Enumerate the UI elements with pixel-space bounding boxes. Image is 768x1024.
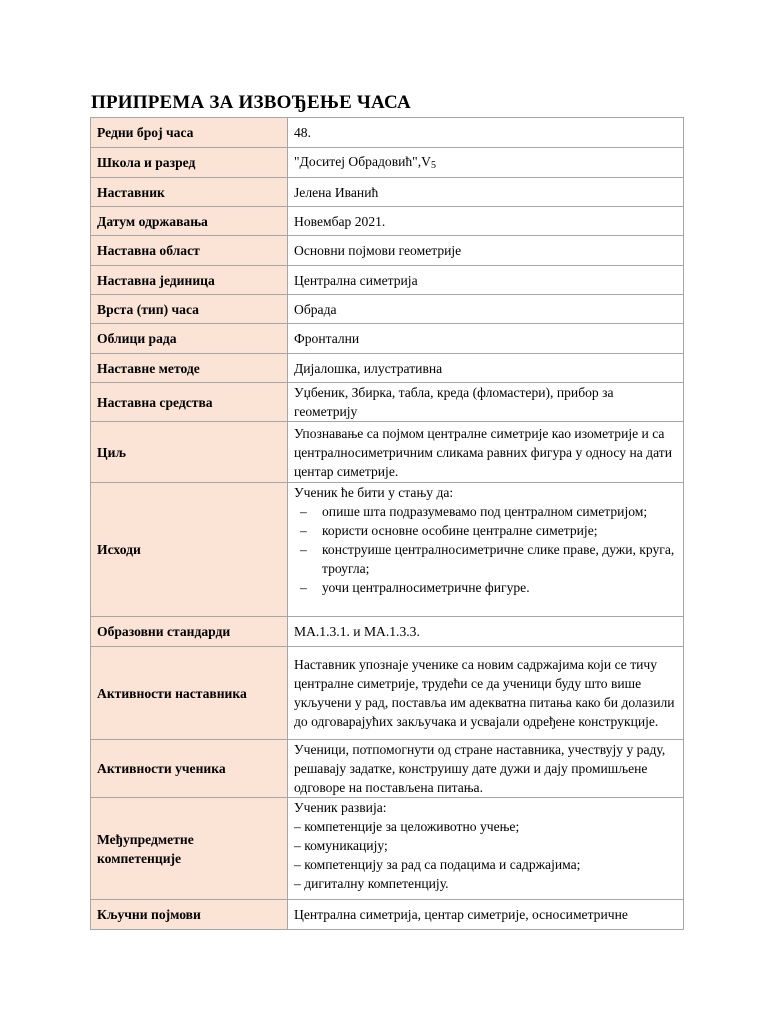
row-value: Уџбеник, Збирка, табла, креда (фломастери), прибор за геометрију (288, 383, 684, 422)
lesson-plan-table (90, 117, 684, 930)
row-value: Наставник упознаје ученике са новим садржајима који се тичу централне симетрије, трудећи се да ученици буду што више укључени у рад, поставља им адекватна питања како би долазили до одговарајућих закључака и усвајали одређене конструкције. (288, 647, 684, 740)
row-label: Врста (тип) часа (91, 295, 288, 324)
row-value: Дијалошка, илустративна (288, 354, 684, 383)
table-row (91, 178, 684, 207)
school-name: "Доситеј Обрадовић",V (294, 154, 431, 169)
row-value: МА.1.3.1. и МА.1.3.3. (288, 617, 684, 647)
row-value: Јелена Иванић (288, 178, 684, 207)
table-row (91, 798, 684, 900)
row-label (91, 798, 288, 900)
table-row (91, 324, 684, 354)
outcomes-list (294, 502, 677, 597)
row-value: 48. (288, 118, 684, 148)
row-label: Редни број часа (91, 118, 288, 148)
row-label: Наставна средства (91, 383, 288, 422)
table-row (91, 900, 684, 930)
table-row (91, 148, 684, 178)
row-label: Циљ (91, 422, 288, 483)
row-value (288, 798, 684, 900)
list-item: – дигиталну компетенцију. (294, 876, 449, 891)
row-label: Кључни појмови (91, 900, 288, 930)
row-value: Ученици, потпомогнути од стране наставника, учествују у раду, решавају задатке, конструишу дате дужи и дају промишљене одговоре на постављена питања. (288, 740, 684, 798)
table-row (91, 647, 684, 740)
list-item: – конструише централносиметричне слике праве, дужи, круга, троугла; (294, 540, 677, 578)
row-value: Новембар 2021. (288, 207, 684, 236)
row-value: Централна симетрија, центар симетрије, осносиметричне (288, 900, 684, 930)
row-label: Исходи (91, 483, 288, 617)
row-label: Активности ученика (91, 740, 288, 798)
grade-subscript: 5 (430, 160, 436, 171)
list-item: – опише шта подразумевамо под централном симетријом; (294, 502, 677, 521)
row-label: Активности наставника (91, 647, 288, 740)
table-row (91, 422, 684, 483)
row-label: Наставне методе (91, 354, 288, 383)
page-title: ПРИПРЕМА ЗА ИЗВОЂЕЊЕ ЧАСА (91, 92, 411, 113)
row-label: Датум одржавања (91, 207, 288, 236)
competences-intro: Ученик развија: (294, 800, 387, 815)
row-label: Образовни стандарди (91, 617, 288, 647)
row-value: Централна симетрија (288, 266, 684, 295)
table-row (91, 266, 684, 295)
row-value (288, 148, 684, 178)
table-row (91, 383, 684, 422)
table-row (91, 207, 684, 236)
row-value: Фронтални (288, 324, 684, 354)
row-value: Обрада (288, 295, 684, 324)
list-item: – компетенцију за рад са подацима и садржајима; (294, 857, 581, 872)
list-item: – компетенције за целоживотно учење; (294, 819, 520, 834)
competences-label-line1: Међупредметне (97, 831, 194, 847)
table-row (91, 354, 684, 383)
row-label: Наставник (91, 178, 288, 207)
table-row (91, 295, 684, 324)
competences-label-line2: компетенције (97, 850, 182, 866)
list-item: – уочи централносиметричне фигуре. (294, 578, 677, 597)
list-item: – користи основне особине централне симетрије; (294, 521, 677, 540)
list-item: – комуникацију; (294, 838, 388, 853)
table-row (91, 617, 684, 647)
table-row (91, 740, 684, 798)
table-row (91, 118, 684, 148)
table-row (91, 483, 684, 617)
row-label: Школа и разред (91, 148, 288, 178)
row-value: Упознавање са појмом централне симетрије као изометрије и са централносиметричним сликама равних фигура у односу на дати центар симетрије. (288, 422, 684, 483)
row-value: Основни појмови геометрије (288, 236, 684, 266)
row-value (288, 483, 684, 617)
outcomes-intro: Ученик ће бити у стању да: (294, 485, 454, 500)
row-label: Наставна јединица (91, 266, 288, 295)
row-label: Наставна област (91, 236, 288, 266)
row-label: Облици рада (91, 324, 288, 354)
table-row (91, 236, 684, 266)
